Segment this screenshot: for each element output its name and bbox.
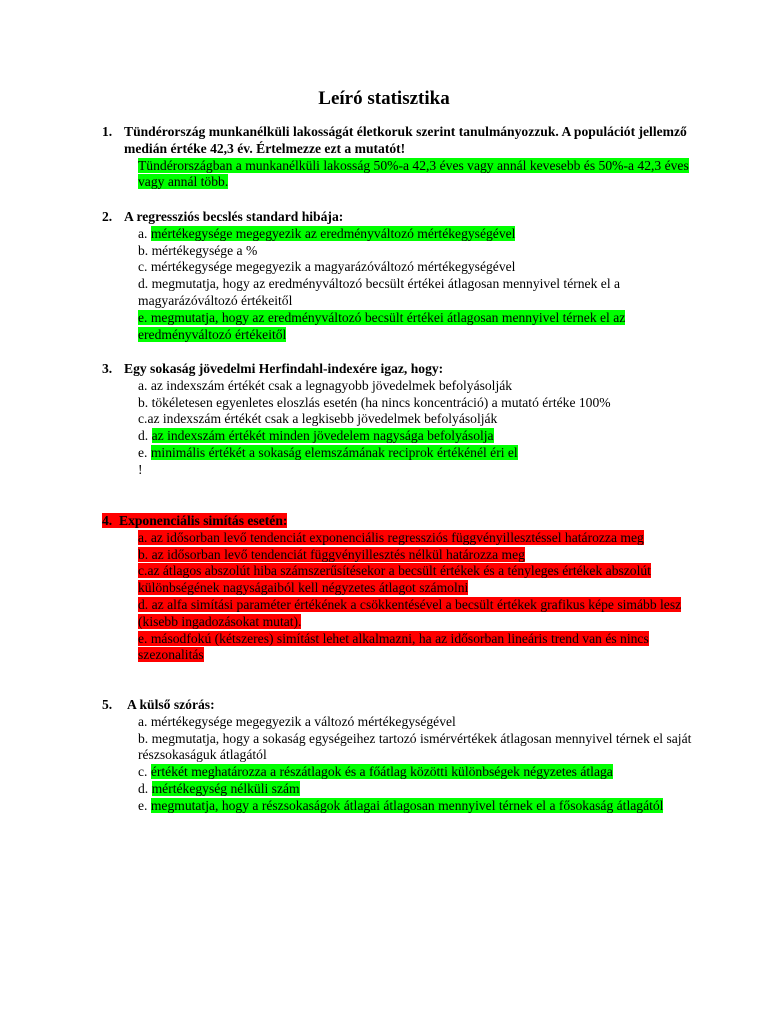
option-label: e. (138, 797, 148, 813)
option-text: megmutatja, hogy a részsokaságok átlagai átlagosan mennyivel térnek el a fősokaság átlagától (150, 797, 664, 813)
question-2 (102, 209, 692, 343)
option-label: a. (138, 713, 148, 729)
option-label: c. (138, 259, 148, 275)
option-label: c. (138, 563, 148, 579)
option-text: mértékegysége megegyezik a magyarázóváltozó mértékegységével (150, 259, 516, 275)
option-a (138, 378, 692, 395)
option-b (138, 547, 692, 564)
option-text: az idősorban levő tendenciát exponenciális regressziós függvényillesztéssel határozza meg (150, 529, 644, 545)
question-text: A regressziós becslés standard hibája: (124, 209, 344, 224)
question-heading (102, 124, 692, 158)
option-c (138, 764, 692, 781)
option-text: az indexszám értékét csak a legkisebb jövedelmek befolyásolják (147, 411, 498, 427)
option-a (138, 714, 692, 731)
option-label: b. (138, 546, 149, 562)
option-label: d. (138, 780, 149, 796)
question-text: Egy sokaság jövedelmi Herfindahl-indexére igaz, hogy: (124, 361, 444, 376)
question-heading-highlight (102, 513, 287, 528)
option-label: a. (138, 225, 148, 241)
question-text: A külső szórás: (127, 697, 215, 712)
option-a (138, 530, 692, 547)
option-text: mértékegység nélküli szám (151, 780, 300, 796)
option-text: az indexszám értékét csak a legnagyobb jövedelmek befolyásolják (150, 377, 513, 393)
option-label: c. (138, 411, 148, 427)
question-number: 3. (102, 361, 113, 376)
answer-text: Tündérországban a munkanélküli lakosság 50%-a 42,3 éves vagy annál kevesebb és 50%-a 42,3 éves vagy annál több. (138, 157, 689, 190)
question-number: 5. (102, 697, 113, 712)
option-label: e. (138, 444, 148, 460)
option-label: e. (138, 309, 148, 325)
trailing-mark: ! (138, 461, 143, 477)
question-1 (102, 124, 692, 191)
option-b (138, 731, 692, 765)
option-text: minimális értékét a sokaság elemszámának reciprok értékénél éri el (150, 444, 518, 460)
option-text: értékét meghatározza a részátlagok és a főátlag közötti különbségek négyzetes átlaga (150, 764, 613, 780)
question-4 (102, 513, 692, 664)
option-text: az átlagos abszolút hiba számszerűsítésekor a becsült értékek és a tényleges értékek abszolút különbségének nagyságaiból kell négyzetes átlagot számolni (138, 563, 651, 596)
option-text: másodfokú (kétszeres) simítást lehet alkalmazni, ha az idősorban lineáris trend van és nincs szezonalitás (138, 630, 649, 663)
question-heading (102, 697, 692, 714)
option-label: a. (138, 529, 148, 545)
option-label: a. (138, 377, 148, 393)
option-e (138, 631, 692, 665)
option-text: az indexszám értékét minden jövedelem nagysága befolyásolja (151, 428, 494, 444)
question-text: Tündérország munkanélküli lakosságát életkoruk szerint tanulmányozzuk. A populációt jellemző medián értéke 42,3 év. Értelmezze ezt a mutatót! (124, 124, 687, 156)
option-text: mértékegysége megegyezik a változó mértékegységével (150, 713, 456, 729)
option-label: d. (138, 276, 149, 292)
option-text: megmutatja, hogy a sokaság egységeihez tartozó ismérvértékek átlagosan mennyivel térnek el saját részsokaságuk átlagától (138, 730, 692, 763)
option-c (138, 259, 692, 276)
option-d (138, 428, 692, 445)
option-c (138, 411, 692, 428)
option-d (138, 597, 692, 631)
option-list (102, 530, 692, 664)
option-text: mértékegysége megegyezik az eredményváltozó mértékegységével (150, 225, 516, 241)
answer-block (102, 158, 692, 192)
option-text: megmutatja, hogy az eredményváltozó becsült értékei átlagosan mennyivel térnek el az eredményváltozó értékeitől (138, 309, 626, 342)
option-d (138, 276, 692, 310)
option-e (138, 445, 692, 462)
question-text: Exponenciális simítás esetén: (119, 513, 288, 528)
option-b (138, 243, 692, 260)
option-text: mértékegysége a % (151, 242, 258, 258)
question-number: 1. (102, 124, 113, 139)
option-list (102, 378, 692, 479)
option-text: az alfa simítási paraméter értékének a csökkentésével a becsült értékek grafikus képe simább lesz (kisebb ingadozásokat mutat). (138, 596, 682, 629)
question-5 (102, 697, 692, 815)
question-heading (102, 513, 692, 530)
question-heading (102, 361, 692, 378)
option-label: d. (138, 428, 149, 444)
option-label: d. (138, 596, 149, 612)
option-c (138, 563, 692, 597)
option-label: c. (138, 764, 148, 780)
option-label: b. (138, 394, 149, 410)
question-heading (102, 209, 692, 226)
page-title: Leíró statisztika (318, 88, 450, 109)
option-text: megmutatja, hogy az eredményváltozó becsült értékei átlagosan mennyivel térnek el a magyarázóváltozó értékeitől (138, 276, 621, 308)
option-text: tökéletesen egyenletes eloszlás esetén (ha nincs koncentráció) a mutató értéke 100% (151, 394, 611, 410)
option-label: b. (138, 242, 149, 258)
option-text: az idősorban levő tendenciát függvényillesztés nélkül határozza meg (151, 546, 525, 562)
option-list (102, 226, 692, 344)
question-number: 2. (102, 209, 113, 224)
option-e (138, 310, 692, 344)
option-a (138, 226, 692, 243)
question-number: 4. (102, 513, 113, 528)
question-3 (102, 361, 692, 479)
option-label: b. (138, 730, 149, 746)
option-e (138, 798, 692, 815)
option-label: e. (138, 630, 148, 646)
option-b (138, 395, 692, 412)
option-list (102, 714, 692, 815)
option-d (138, 781, 692, 798)
